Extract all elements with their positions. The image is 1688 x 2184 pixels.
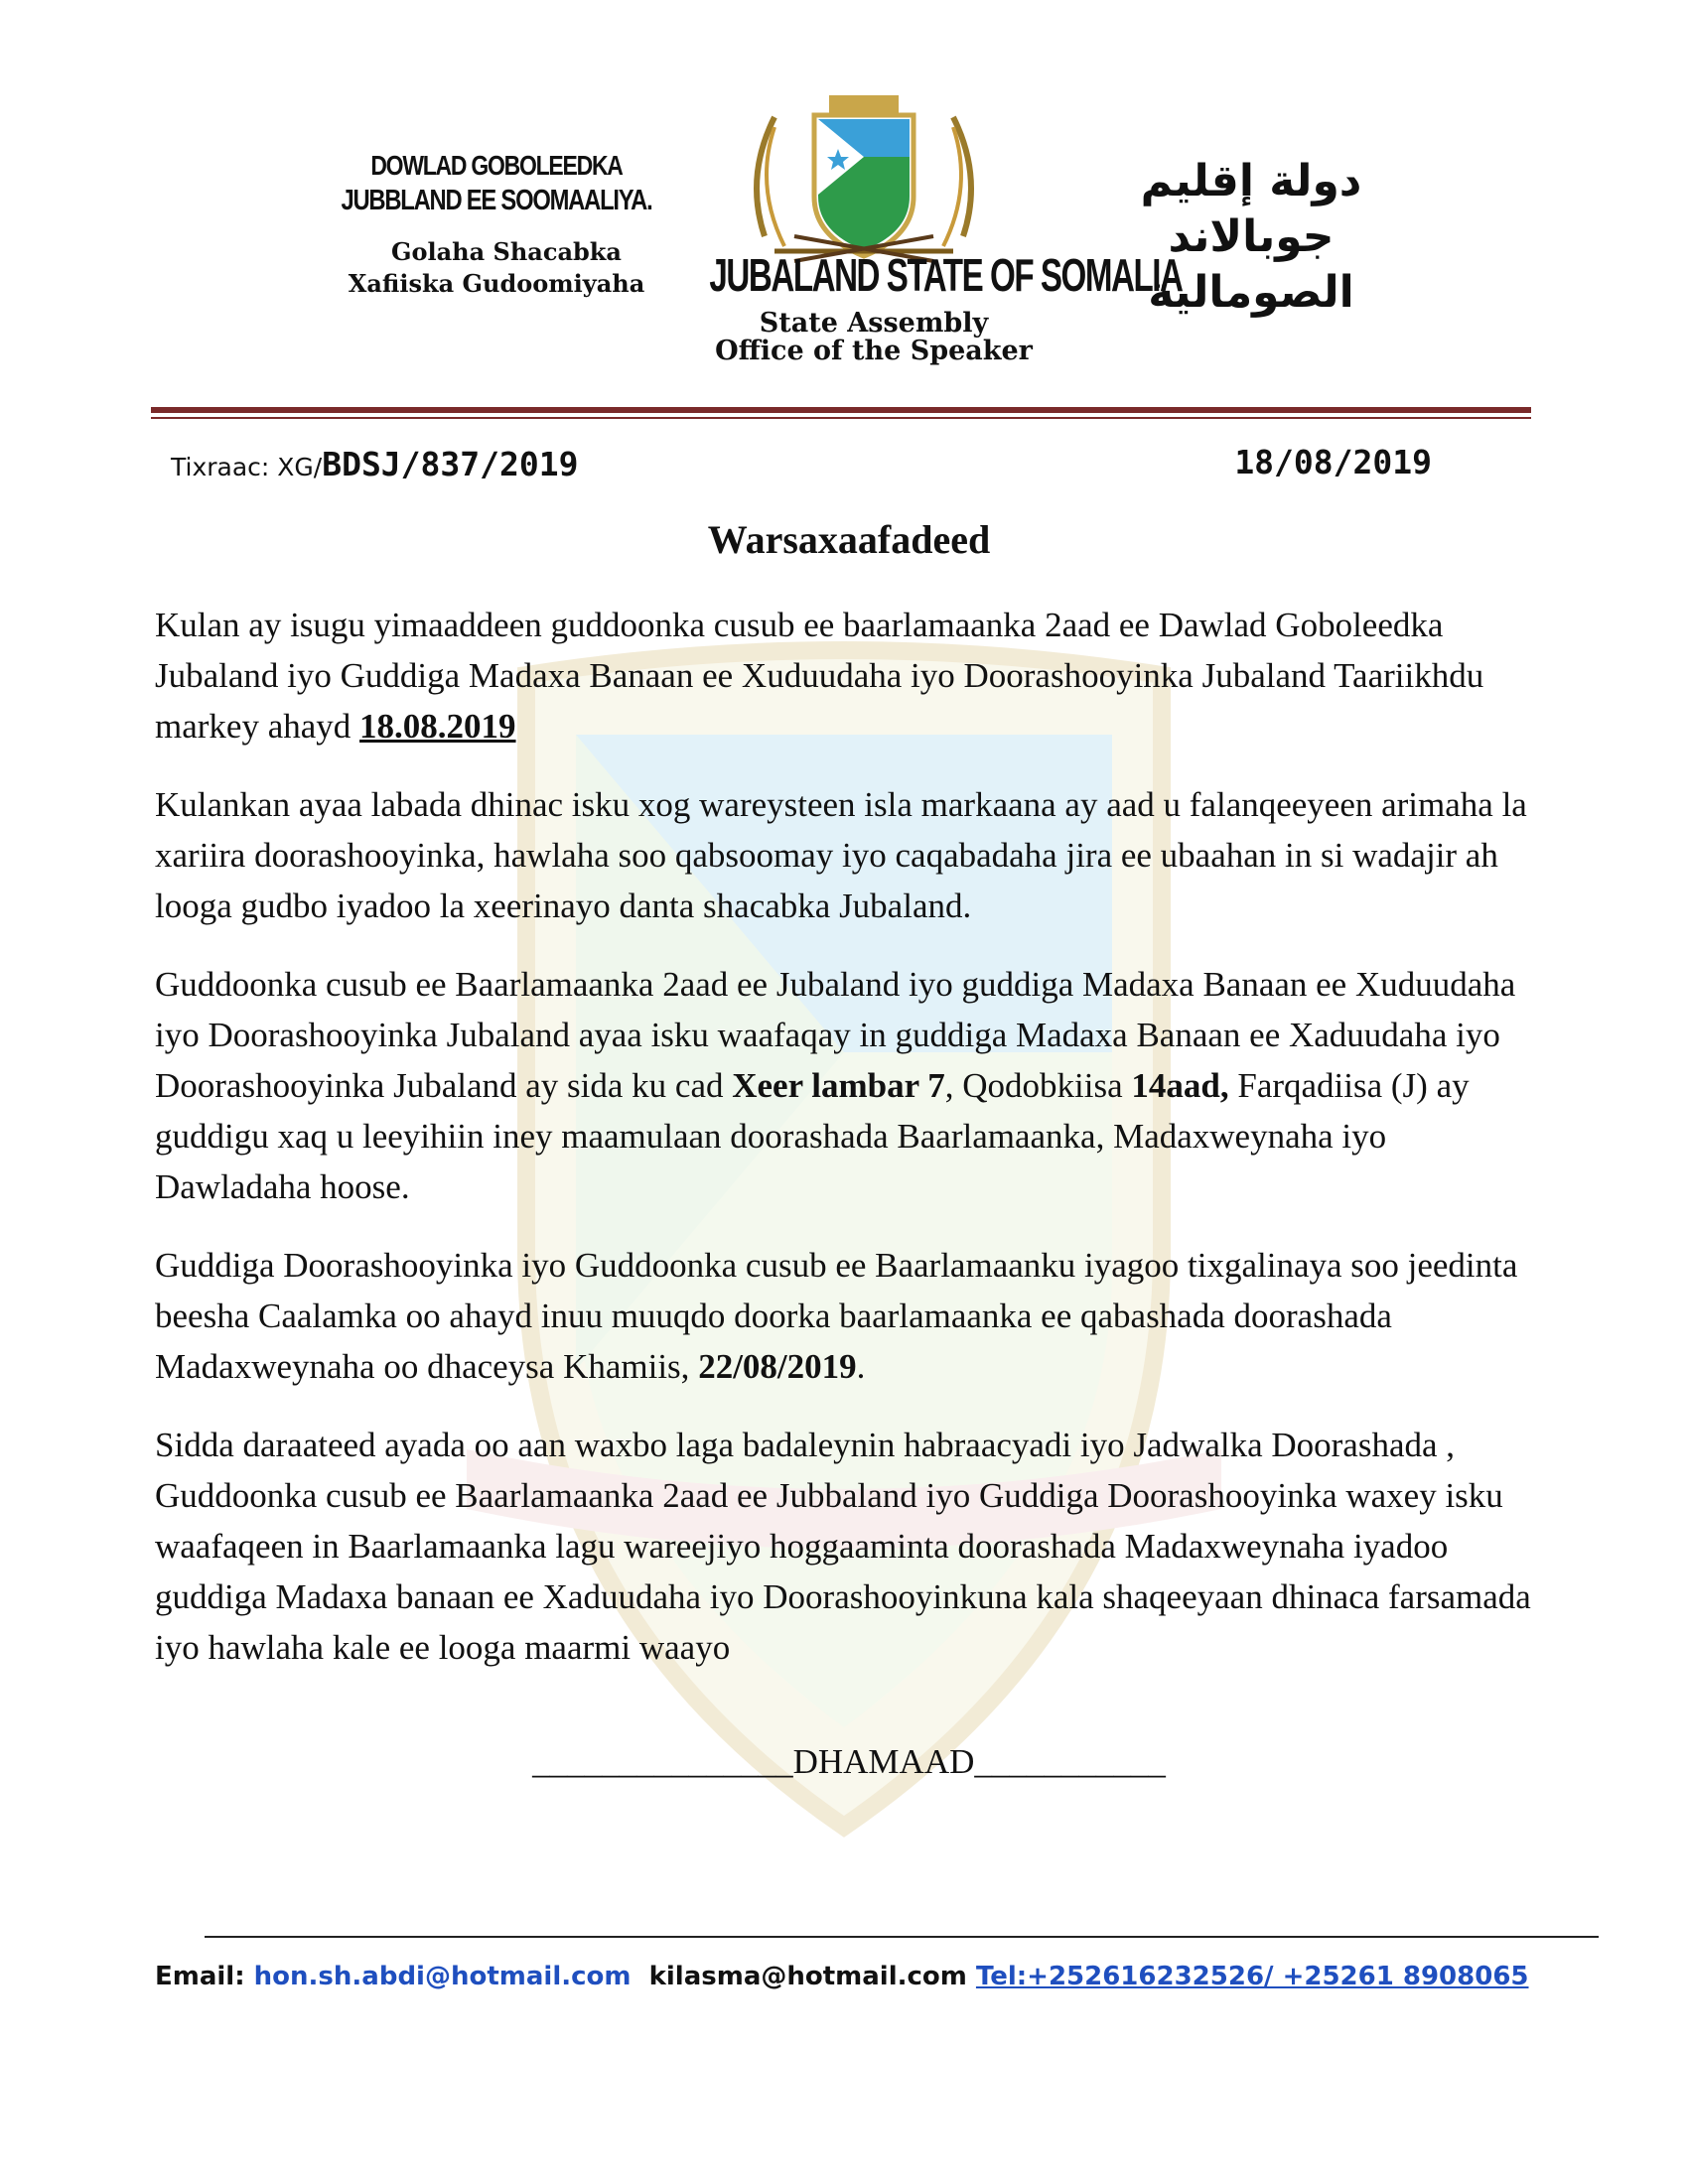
- paragraph-3-article: 14aad,: [1131, 1066, 1229, 1105]
- header-left: [288, 149, 705, 300]
- reference-label: Tixraac: XG/: [171, 453, 323, 481]
- center-subtitle-office: Office of the Speaker: [715, 336, 1033, 366]
- header-left-line3: Golaha Shacabka: [391, 237, 622, 266]
- header-left-line2: JUBBLAND EE SOOMAALIYA.: [341, 185, 652, 216]
- paragraph-4-date: 22/08/2019: [698, 1347, 857, 1386]
- header-divider-thin: [151, 417, 1531, 419]
- paragraph-2: Kulankan ayaa labada dhinac isku xog wareysteen isla markaana ay aad u falanqeeyeen arimaha la xariira doorashooyinka, hawlaha soo qabsoomay iyo caqabadaha jira ee ubaahan in si wadajir ah looga gudbo iyadoo la xeerinayo danta shacabka Jubaland.: [155, 785, 1527, 925]
- document-ending: _______________DHAMAAD___________: [532, 1742, 1166, 1781]
- reference-line: [171, 445, 578, 483]
- header-arabic-line1: دولة إقليم جوبالاند: [1140, 156, 1362, 262]
- footer-email-label: Email:: [155, 1962, 254, 1991]
- header-left-line4: Xafiiska Gudoomiyaha: [348, 269, 645, 298]
- paragraph-3-part-a: Guddoonka cusub ee Baarlamaanka 2aad ee Jubaland iyo guddiga Madaxa Banaan ee Xuduudaha iyo Doorashooyinka Jubaland ayaa isku waafaqay in guddiga Madaxa Banaan ee Xaduudaha iyo Doorashooyinka Jubaland ay sida ku cad: [155, 965, 1516, 1105]
- paragraph-4-text: Guddiga Doorashooyinka iyo Guddoonka cusub ee Baarlamaanku iyagoo tixgalinaya soo jeedinta beesha Caalamka oo ahayd inuu muuqdo doorka baarlamaanka ee qabashada doorashada Madaxweynaha oo dhaceysa Khamiis,: [155, 1246, 1518, 1386]
- paragraph-4: [155, 1240, 1545, 1392]
- footer-divider: [205, 1936, 1599, 1938]
- header-arabic-line2: الصومالية: [1148, 267, 1354, 318]
- paragraph-3-part-e: Farqadiisa (J) ay guddigu xaq u leeyihiin iney maamulaan doorashada Baarlamaanka, Madaxweynaha iyo Dawladaha hoose.: [155, 1066, 1470, 1206]
- footer-email-1[interactable]: hon.sh.abdi@hotmail.com: [253, 1962, 632, 1991]
- center-subtitle-assembly: State Assembly: [759, 308, 989, 339]
- reference-number: BDSJ/837/2019: [322, 445, 579, 483]
- header-left-line1: DOWLAD GOBOLEEDKA: [370, 150, 623, 181]
- header-arabic: [1053, 154, 1450, 321]
- footer-tel-link[interactable]: Tel:+252616232526/ +25261 8908065: [975, 1962, 1529, 1991]
- document-date: 18/08/2019: [1234, 443, 1432, 481]
- paragraph-1-date: 18.08.2019: [359, 707, 516, 746]
- footer-contact: [155, 1962, 1529, 1991]
- paragraph-3-law-number: Xeer lambar 7: [732, 1066, 945, 1105]
- document-body: [155, 600, 1545, 1701]
- center-title: JUBALAND STATE OF SOMALIA: [709, 249, 1183, 301]
- document-title: Warsaxaafadeed: [707, 517, 991, 562]
- paragraph-4-end: .: [856, 1347, 866, 1386]
- paragraph-1-text: Kulan ay isugu yimaaddeen guddoonka cusub ee baarlamaanka 2aad ee Dawlad Goboleedka Jubaland iyo Guddiga Madaxa Banaan ee Xuduudaha iyo Doorashooyinka Jubaland Taariikhdu markey ahayd: [155, 606, 1484, 746]
- paragraph-3-part-c: , Qodobkiisa: [944, 1066, 1132, 1105]
- paragraph-1: [155, 600, 1545, 751]
- header-divider-thick: [151, 407, 1531, 413]
- footer-email-2[interactable]: kilasma@hotmail.com: [648, 1962, 967, 1991]
- paragraph-3: [155, 959, 1545, 1212]
- paragraph-5: Sidda daraateed ayada oo aan waxbo laga badaleynin habraacyadi iyo Jadwalka Doorashada , Guddoonka cusub ee Baarlamaanka 2aad ee Jubbaland iyo Guddiga Doorashooyinka waxey isku waafaqeen in Baarlamaanka lagu wareejiyo hoggaaminta doorashada Madaxweynaha iyadoo guddiga Madaxa banaan ee Xaduudaha iyo Doorashooyinkuna kala shaqeeyaan dhinaca farsamada iyo hawlaha kale ee looga maarmi waayo: [155, 1426, 1531, 1667]
